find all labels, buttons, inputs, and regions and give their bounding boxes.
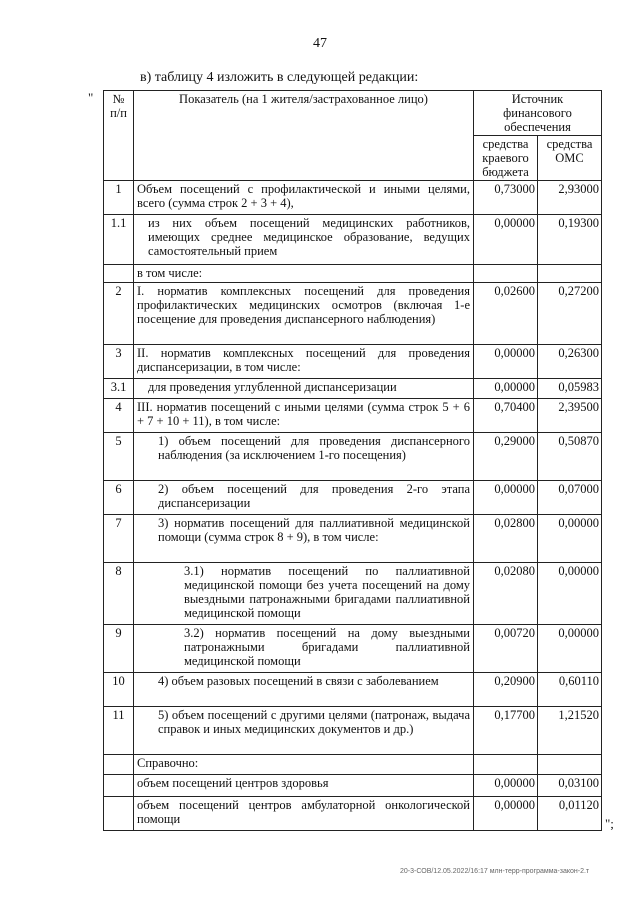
footer-filename: 20-3-СОВ/12.05.2022/16:17 млн-терр-программа-закон-2.т xyxy=(400,868,590,875)
row-oms: 0,07000 xyxy=(538,481,602,515)
row-oms: 0,50870 xyxy=(538,433,602,481)
table-row xyxy=(104,755,602,775)
row-num: 1.1 xyxy=(104,215,134,265)
row-regional: 0,00000 xyxy=(474,215,538,265)
row-oms: 0,01120 xyxy=(538,797,602,831)
header-num: № п/п xyxy=(104,91,134,181)
row-regional: 0,00000 xyxy=(474,379,538,399)
table-row xyxy=(104,215,602,265)
row-num: 2 xyxy=(104,283,134,345)
row-text: 4) объем разовых посещений в связи с заболеванием xyxy=(134,673,474,707)
table-row xyxy=(104,283,602,345)
row-num: 3.1 xyxy=(104,379,134,399)
table-row xyxy=(104,563,602,625)
row-oms: 1,21520 xyxy=(538,707,602,755)
row-regional xyxy=(474,755,538,775)
row-num xyxy=(104,755,134,775)
row-oms: 0,05983 xyxy=(538,379,602,399)
row-regional: 0,00000 xyxy=(474,797,538,831)
row-num: 8 xyxy=(104,563,134,625)
row-text: III. норматив посещений с иными целями (сумма строк 5 + 6 + 7 + 10 + 11), в том числе: xyxy=(134,399,474,433)
row-text: 3.1) норматив посещений по паллиативной медицинской помощи без учета посещений на дому выездными патронажными бригадами паллиативной медицинской помощи xyxy=(134,563,474,625)
header-source: Источник финансового обеспечения xyxy=(474,91,602,136)
row-num xyxy=(104,797,134,831)
intro-text: в) таблицу 4 изложить в следующей редакции: xyxy=(140,70,419,85)
table-row xyxy=(104,625,602,673)
table-row xyxy=(104,707,602,755)
table-row xyxy=(104,345,602,379)
table-row xyxy=(104,399,602,433)
row-num: 1 xyxy=(104,181,134,215)
row-oms: 0,00000 xyxy=(538,625,602,673)
row-regional: 0,00000 xyxy=(474,775,538,797)
table-row xyxy=(104,481,602,515)
row-oms: 0,60110 xyxy=(538,673,602,707)
row-regional: 0,02600 xyxy=(474,283,538,345)
page-number: 47 xyxy=(313,36,327,51)
row-text: 3.2) норматив посещений на дому выездными патронажными бригадами паллиативной медицинской помощи xyxy=(134,625,474,673)
table-row xyxy=(104,515,602,563)
row-regional: 0,73000 xyxy=(474,181,538,215)
row-regional: 0,17700 xyxy=(474,707,538,755)
table-row xyxy=(104,265,602,283)
row-text: из них объем посещений медицинских работников, имеющих среднее медицинское образование, ведущих самостоятельный прием xyxy=(134,215,474,265)
row-regional: 0,00000 xyxy=(474,481,538,515)
row-text: 1) объем посещений для проведения диспансерного наблюдения (за исключением 1-го посещения) xyxy=(134,433,474,481)
row-regional: 0,00000 xyxy=(474,345,538,379)
row-text: объем посещений центров здоровья xyxy=(134,775,474,797)
row-regional: 0,29000 xyxy=(474,433,538,481)
row-oms: 2,93000 xyxy=(538,181,602,215)
header-oms: средства ОМС xyxy=(538,136,602,181)
row-text: I. норматив комплексных посещений для проведения профилактических медицинских осмотров (включая 1-е посещение для проведения диспансерного наблюдения) xyxy=(134,283,474,345)
row-text: II. норматив комплексных посещений для проведения диспансеризации, в том числе: xyxy=(134,345,474,379)
row-num: 11 xyxy=(104,707,134,755)
closing-quote: "; xyxy=(605,816,614,831)
row-regional xyxy=(474,265,538,283)
row-text: в том числе: xyxy=(134,265,474,283)
row-text: 5) объем посещений с другими целями (патронаж, выдача справок и иных медицинских документов и др.) xyxy=(134,707,474,755)
row-oms xyxy=(538,755,602,775)
row-oms: 0,27200 xyxy=(538,283,602,345)
row-num: 9 xyxy=(104,625,134,673)
row-num: 7 xyxy=(104,515,134,563)
row-text: объем посещений центров амбулаторной онкологической помощи xyxy=(134,797,474,831)
row-num: 5 xyxy=(104,433,134,481)
row-regional: 0,00720 xyxy=(474,625,538,673)
table-row xyxy=(104,181,602,215)
row-text: 3) норматив посещений для паллиативной медицинской помощи (сумма строк 8 + 9), в том числе: xyxy=(134,515,474,563)
opening-quote: " xyxy=(88,90,94,105)
row-regional: 0,20900 xyxy=(474,673,538,707)
row-text: Объем посещений с профилактической и иными целями, всего (сумма строк 2 + 3 + 4), xyxy=(134,181,474,215)
row-text: Справочно: xyxy=(134,755,474,775)
row-num xyxy=(104,265,134,283)
table-row xyxy=(104,673,602,707)
row-regional: 0,70400 xyxy=(474,399,538,433)
table-row xyxy=(104,433,602,481)
row-oms: 0,00000 xyxy=(538,515,602,563)
row-num: 10 xyxy=(104,673,134,707)
norms-table xyxy=(103,90,602,831)
row-text: для проведения углубленной диспансеризации xyxy=(134,379,474,399)
row-oms: 0,26300 xyxy=(538,345,602,379)
row-text: 2) объем посещений для проведения 2-го этапа диспансеризации xyxy=(134,481,474,515)
table-row xyxy=(104,797,602,831)
row-num: 4 xyxy=(104,399,134,433)
table-row xyxy=(104,775,602,797)
row-regional: 0,02080 xyxy=(474,563,538,625)
row-oms: 0,19300 xyxy=(538,215,602,265)
row-oms: 2,39500 xyxy=(538,399,602,433)
table-row xyxy=(104,379,602,399)
row-num xyxy=(104,775,134,797)
header-regional: средства краевого бюджета xyxy=(474,136,538,181)
row-num: 6 xyxy=(104,481,134,515)
row-num: 3 xyxy=(104,345,134,379)
row-oms xyxy=(538,265,602,283)
row-regional: 0,02800 xyxy=(474,515,538,563)
row-oms: 0,03100 xyxy=(538,775,602,797)
header-indicator: Показатель (на 1 жителя/застрахованное лицо) xyxy=(134,91,474,181)
row-oms: 0,00000 xyxy=(538,563,602,625)
